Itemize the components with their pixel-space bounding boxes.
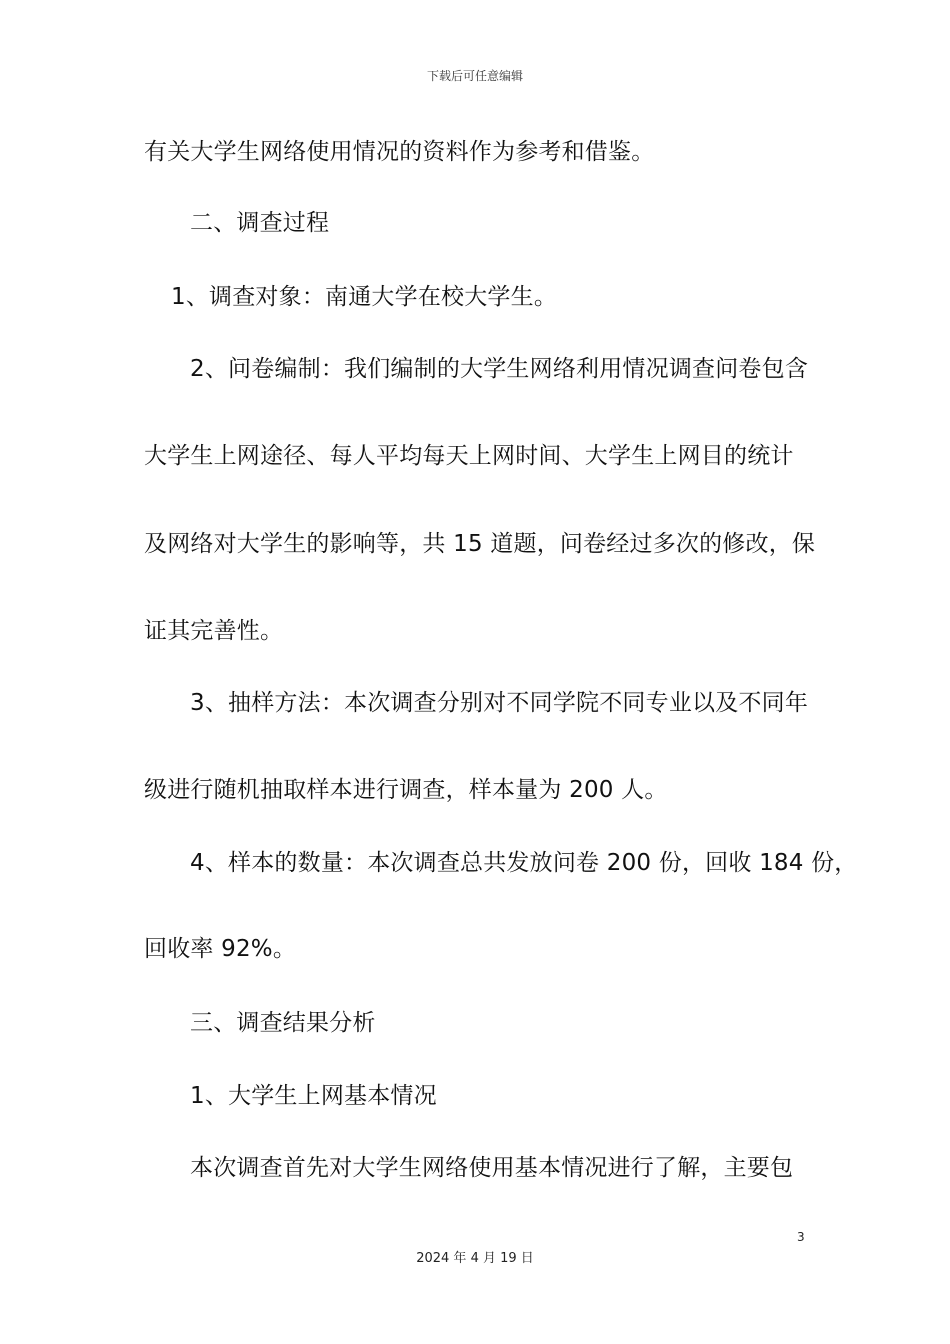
section-heading: 三、调查结果分析 — [190, 1010, 376, 1036]
paragraph-line: 证其完善性。 — [144, 618, 284, 644]
footer-date: 2024 年 4 月 19 日 — [416, 1251, 534, 1266]
paragraph-line: 级进行随机抽取样本进行调查，样本量为 200 人。 — [144, 777, 668, 803]
paragraph-line: 大学生上网途径、每人平均每天上网时间、大学生上网目的统计 — [144, 443, 794, 469]
page-number: 3 — [797, 1230, 805, 1244]
list-item: 4、样本的数量：本次调查总共发放问卷 200 份，回收 184 份， — [190, 850, 858, 876]
paragraph-line: 及网络对大学生的影响等，共 15 道题，问卷经过多次的修改，保 — [144, 531, 816, 557]
subsection-heading: 1、大学生上网基本情况 — [190, 1083, 437, 1109]
list-item: 3、抽样方法：本次调查分别对不同学院不同专业以及不同年 — [190, 690, 809, 716]
list-item: 1、调查对象：南通大学在校大学生。 — [171, 284, 558, 310]
list-item: 2、问卷编制：我们编制的大学生网络利用情况调查问卷包含 — [190, 356, 809, 382]
page-header: 下载后可任意编辑 — [426, 69, 523, 83]
paragraph-line: 有关大学生网络使用情况的资料作为参考和借鉴。 — [144, 139, 655, 165]
paragraph-line: 回收率 92%。 — [144, 936, 297, 962]
paragraph-line: 本次调查首先对大学生网络使用基本情况进行了解，主要包 — [190, 1155, 794, 1181]
section-heading: 二、调查过程 — [190, 210, 330, 236]
